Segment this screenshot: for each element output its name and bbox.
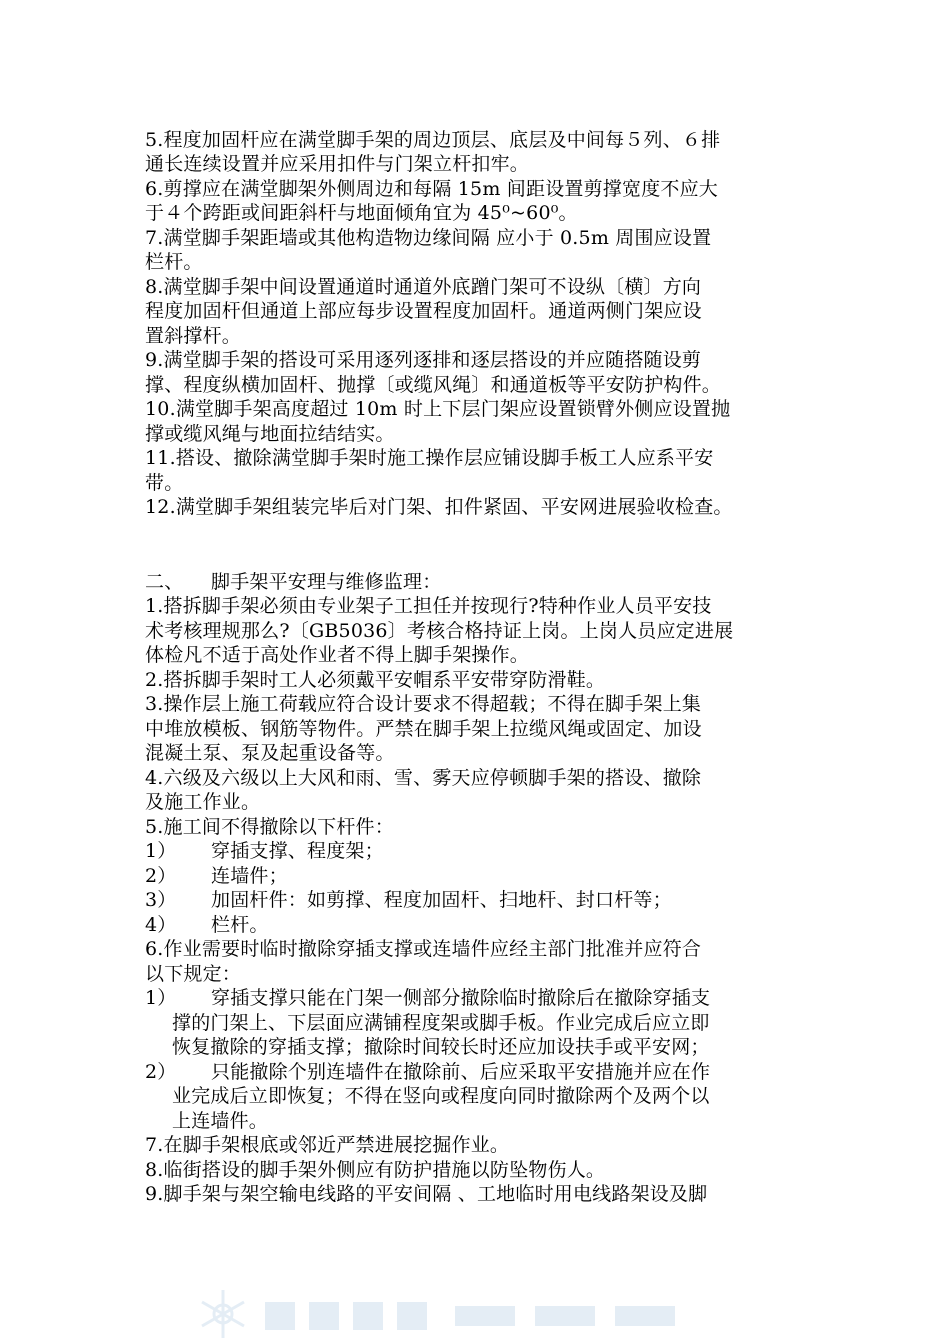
list-number: 1） [145,840,177,862]
list-item [145,913,269,937]
list-continuation: 恢复撤除的穿插支撑；撤除时间较长时还应加设扶手或平安网； [172,1036,710,1058]
list-item [145,839,384,863]
section-heading [145,570,441,594]
list-item [145,888,672,912]
list-item [145,864,288,888]
snowflake-logo-icon [195,1286,251,1342]
text-line: 体检凡不适于高处作业者不得上脚手架操作。 [145,644,530,666]
list-continuation: 上连墙件。 [172,1110,269,1132]
list-continuation: 撑的门架上、下层面应满铺程度架或脚手板。作业完成后应立即 [172,1012,710,1034]
text-line: 撑或缆风绳与地面拉结结实。 [145,423,395,445]
text-line: 12.满堂脚手架组装完毕后对门架、扣件紧固、平安网进展验收检查。 [145,496,733,518]
list-text: 连墙件； [211,865,288,887]
text-line: 3.操作层上施工荷载应符合设计要求不得超载；不得在脚手架上集 [145,693,702,715]
text-line: 置斜撑杆。 [145,325,242,347]
watermark [195,1278,755,1344]
text-line: 7.满堂脚手架距墙或其他构造物边缘间隔 应小于 0.5m 周围应设置 [145,227,712,249]
text-line: 7.在脚手架根底或邻近严禁进展挖掘作业。 [145,1134,510,1156]
section-number: 二、 [145,571,184,593]
text-line: 9.满堂脚手架的搭设可采用逐列逐排和逐层搭设的并应随搭随设剪 [145,349,702,371]
text-line: 中堆放模板、钢筋等物件。严禁在脚手架上拉缆风绳或固定、加设 [145,718,702,740]
text-line: 4.六级及六级以上大风和雨、雪、雾天应停顿脚手架的搭设、撤除 [145,767,702,789]
text-line: 于４个跨距或间距斜杆与地面倾角宜为 45⁰~60⁰。 [145,202,578,224]
text-line: 11.搭设、撤除满堂脚手架时施工操作层应铺设脚手板工人应系平安 [145,447,714,469]
text-line: 以下规定： [145,963,242,985]
list-item [145,986,710,1010]
text-line: 撑、程度纵横加固杆、抛撑〔或缆风绳〕和通道板等平安防护构件。 [145,374,722,396]
section-title: 脚手架平安理与维修监理： [211,571,442,593]
text-line: 5.施工间不得撤除以下杆件： [145,816,394,838]
list-number: 4） [145,914,177,936]
text-line: 6.作业需要时临时撤除穿插支撑或连墙件应经主部门批准并应符合 [145,938,702,960]
list-number: 2） [145,1061,177,1083]
watermark-text-icon [265,1296,725,1336]
list-text: 穿插支撑、程度架； [211,840,384,862]
text-line: 5.程度加固杆应在满堂脚手架的周边顶层、底层及中间每５列、６排 [145,129,721,151]
text-line: 9.脚手架与架空输电线路的平安间隔 、工地临时用电线路架设及脚 [145,1183,708,1205]
list-text: 栏杆。 [211,914,269,936]
list-number: 3） [145,889,177,911]
list-item [145,1060,710,1084]
text-line: 栏杆。 [145,251,203,273]
list-continuation: 业完成后立即恢复；不得在竖向或程度向同时撤除两个及两个以 [172,1085,710,1107]
text-line: 通长连续设置并应采用扣件与门架立杆扣牢。 [145,153,530,175]
text-line: 8.满堂脚手架中间设置通道时通道外底蹭门架可不设纵〔横〕方向 [145,276,702,298]
list-number: 2） [145,865,177,887]
text-line: 10.满堂脚手架高度超过 10m 时上下层门架应设置锁臂外侧应设置抛 [145,398,731,420]
text-line: 1.搭拆脚手架必须由专业架子工担任并按现行?特种作业人员平安技 [145,595,712,617]
text-line: 2.搭拆脚手架时工人必须戴平安帽系平安带穿防滑鞋。 [145,669,606,691]
list-text: 加固杆件：如剪撑、程度加固杆、扫地杆、封口杆等； [211,889,672,911]
text-line: 6.剪撑应在满堂脚架外侧周边和每隔 15m 间距设置剪撑宽度不应大 [145,178,719,200]
text-line: 8.临街搭设的脚手架外侧应有防护措施以防坠物伤人。 [145,1159,606,1181]
text-line: 带。 [145,472,184,494]
text-line: 混凝土泵、泵及起重设备等。 [145,742,395,764]
text-line: 及施工作业。 [145,791,261,813]
list-text: 只能撤除个别连墙件在撤除前、后应采取平安措施并应在作 [211,1061,711,1083]
text-line: 术考核理规那么?〔GB5036〕考核合格持证上岗。上岗人员应定进展 [145,620,734,642]
list-number: 1） [145,987,177,1009]
text-line: 程度加固杆但通道上部应每步设置程度加固杆。通道两侧门架应设 [145,300,702,322]
list-text: 穿插支撑只能在门架一侧部分撤除临时撤除后在撤除穿插支 [211,987,711,1009]
